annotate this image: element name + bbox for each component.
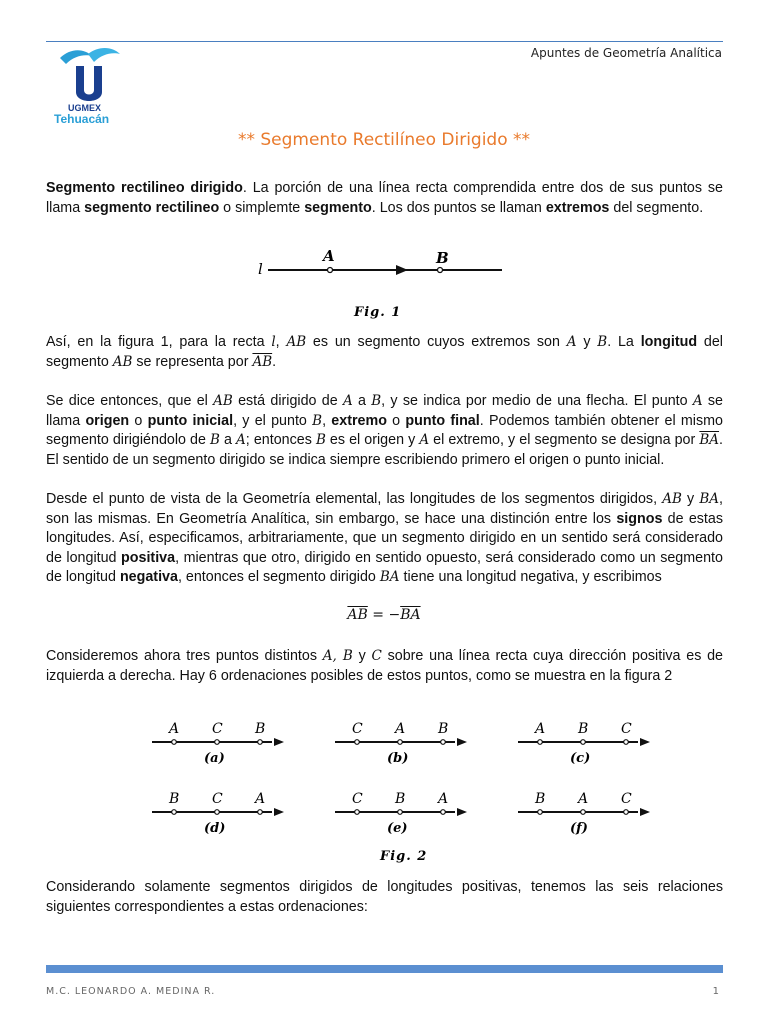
fig2-point xyxy=(355,740,360,745)
text: Consideremos ahora tres puntos distintos xyxy=(46,648,323,664)
math: A xyxy=(566,334,577,350)
text: , xyxy=(322,412,332,429)
fig2-point xyxy=(355,810,360,815)
math: BA xyxy=(699,491,720,507)
fig2-point xyxy=(624,810,629,815)
fig2-point xyxy=(172,740,177,745)
text: . La porción de una línea recta comprendida entre dos de sus puntos se llama xyxy=(46,180,723,216)
math: C xyxy=(371,648,382,664)
ugmex-logo xyxy=(54,44,126,134)
paragraph-5 xyxy=(46,647,723,686)
fig2-point xyxy=(538,740,543,745)
fig1-caption: Fig. 1 xyxy=(354,305,402,320)
math: A xyxy=(692,393,703,409)
text: , y se indica por medio de una flecha. El punto xyxy=(381,393,693,409)
fig2-panel-label: (f) xyxy=(570,821,588,836)
fig2-caption: Fig. 2 xyxy=(380,849,428,864)
paragraph-6 xyxy=(46,878,723,917)
fig1-label-a: A xyxy=(323,247,335,265)
fig2-point-label: C xyxy=(621,721,632,737)
text: Considerando solamente segmentos dirigidos de longitudes positivas, tenemos las seis relaciones siguientes correspondientes a estas ordenaciones: xyxy=(46,879,723,915)
fig2-point-label: C xyxy=(352,721,363,737)
term-extremos: extremos xyxy=(545,199,610,216)
fig2-panel xyxy=(518,791,650,836)
fig2-point xyxy=(581,740,586,745)
text: , y el punto xyxy=(233,412,313,429)
fig2-point-label: B xyxy=(578,721,589,737)
fig2-point-label: C xyxy=(621,791,632,807)
fig2-point xyxy=(258,740,263,745)
text: o simplemte xyxy=(219,199,305,216)
page-title: ** Segmento Rectilíneo Dirigido ** xyxy=(237,130,531,150)
math: AB xyxy=(213,393,233,409)
fig2-point-label: B xyxy=(535,791,546,807)
term-origen: origen xyxy=(85,412,130,429)
fig2-point xyxy=(215,740,220,745)
fig1-point-b xyxy=(438,268,443,273)
text: del segmento xyxy=(46,334,723,370)
fig2-point-label: A xyxy=(255,791,266,807)
term-segmento-dirigido: Segmento rectilineo dirigido xyxy=(46,180,243,196)
equation-operator: = − xyxy=(367,607,401,623)
fig2-panel-label: (e) xyxy=(387,821,408,836)
paragraph-1 xyxy=(46,179,723,218)
text: está dirigido de xyxy=(232,393,343,409)
text: . xyxy=(272,353,277,370)
equation xyxy=(0,607,768,623)
text: de estas longitudes. Así, especificamos, arbitrariamente, que un segmento dirigido en un sentido será considerado de longitud xyxy=(46,510,723,566)
fig2-point xyxy=(398,740,403,745)
fig2-panel xyxy=(335,721,467,766)
fig2-point xyxy=(172,810,177,815)
fig2-point-label: A xyxy=(535,721,546,737)
fig2-panel xyxy=(152,721,284,766)
fig2-point xyxy=(441,740,446,745)
text: o xyxy=(129,412,148,429)
text: . Podemos también obtener el mismo segmento dirigiéndolo de xyxy=(46,412,723,448)
fig2-arrow xyxy=(274,808,284,816)
fig1-label-b: B xyxy=(436,249,449,267)
fig1-point-a xyxy=(328,268,333,273)
fig2-panel xyxy=(335,791,467,836)
fig2-panel-label: (a) xyxy=(204,751,225,766)
paragraph-4 xyxy=(46,490,723,588)
text: a xyxy=(352,393,372,409)
text: , xyxy=(275,334,287,350)
text: sobre una línea recta cuya dirección positiva es de izquierda a derecha. Hay 6 ordenaciones posibles de estos puntos, como se muestra en la figura 2 xyxy=(46,648,724,684)
term-negativa: negativa xyxy=(119,569,178,585)
fig2-panel-label: (d) xyxy=(204,821,226,836)
math-overline: $\overline{AB}$ xyxy=(252,353,273,370)
text: y xyxy=(681,491,700,507)
fig2-point-label: B xyxy=(395,791,406,807)
fig2-point-label: C xyxy=(212,721,223,737)
text: o xyxy=(386,412,406,429)
math: B xyxy=(312,412,323,429)
fig2-panel xyxy=(152,791,284,836)
fig2-point xyxy=(538,810,543,815)
fig2-point-label: A xyxy=(578,791,589,807)
fig2-point xyxy=(258,810,263,815)
text: se representa por xyxy=(132,353,253,370)
footer-author: M.C. LEONARDO A. MEDINA R. xyxy=(46,986,216,997)
fig2-point-label: B xyxy=(438,721,449,737)
term-punto-final: punto final xyxy=(405,412,480,429)
text: a xyxy=(219,432,237,448)
text: tiene una longitud negativa, y escribimos xyxy=(399,569,662,585)
math: AB xyxy=(286,334,307,350)
fig2-point-label: B xyxy=(255,721,266,737)
math: B xyxy=(210,432,220,448)
logo-text-ugmex: UGMEX xyxy=(68,103,102,113)
math: l xyxy=(271,334,276,350)
text: y xyxy=(352,648,372,664)
text: Desde el punto de vista de la Geometría elemental, las longitudes de los segmentos dirigidos, xyxy=(46,491,663,507)
fig2-point xyxy=(624,740,629,745)
math: BA xyxy=(379,569,400,585)
fig2-point-label: A xyxy=(169,721,180,737)
fig1-arrow xyxy=(396,265,408,275)
header-rule xyxy=(46,41,723,42)
math: AB xyxy=(662,491,682,507)
text: y xyxy=(576,334,598,350)
fig2-arrow xyxy=(640,738,650,746)
math: AB xyxy=(112,353,133,370)
fig2-point-label: C xyxy=(212,791,223,807)
term-signos: signos xyxy=(616,510,663,527)
math: A xyxy=(342,393,353,409)
math: A xyxy=(236,432,246,448)
term-longitud: longitud xyxy=(640,334,698,350)
paragraph-3 xyxy=(46,392,723,470)
equation-rhs: $\overline{BA}$ xyxy=(400,607,421,623)
text: . La xyxy=(607,334,641,350)
text: , son las mismas. En Geometría Analítica, sin embargo, se hace una distinción entre los xyxy=(46,491,723,527)
math: B xyxy=(371,393,382,409)
fig2-panel-label: (b) xyxy=(387,751,409,766)
term-punto-inicial: punto inicial xyxy=(147,412,234,429)
header-course-title: Apuntes de Geometría Analítica xyxy=(530,46,722,60)
text: . El sentido de un segmento dirigido se indica siempre escribiendo primero el origen o punto inicial. xyxy=(46,432,723,468)
math: B xyxy=(315,432,326,448)
fig2-arrow xyxy=(457,808,467,816)
term-positiva: positiva xyxy=(121,549,176,566)
text: es el origen y xyxy=(325,432,420,448)
figure-1 xyxy=(250,246,510,322)
fig2-point xyxy=(441,810,446,815)
fig2-point xyxy=(398,810,403,815)
math: A, B xyxy=(322,648,353,664)
fig2-panel xyxy=(518,721,650,766)
fig2-point-label: A xyxy=(438,791,449,807)
math: B xyxy=(597,334,608,350)
term-segmento-rectilineo: segmento rectilineo xyxy=(84,199,220,216)
fig2-arrow xyxy=(457,738,467,746)
text: , entonces el segmento dirigido xyxy=(177,569,380,585)
text: el extremo, y el segmento se designa por xyxy=(429,432,700,448)
page-number: 1 xyxy=(712,986,719,997)
footer-bar xyxy=(46,965,723,973)
fig2-point xyxy=(581,810,586,815)
math: A xyxy=(419,432,430,448)
text: Se dice entonces, que el xyxy=(46,393,214,409)
text: ; entonces xyxy=(245,432,316,448)
math-overline: $\overline{BA}$ xyxy=(699,432,720,448)
equation-lhs: $\overline{AB}$ xyxy=(347,607,368,623)
term-segmento: segmento xyxy=(304,199,372,216)
fig2-point-label: C xyxy=(352,791,363,807)
fig2-point xyxy=(215,810,220,815)
fig2-arrow xyxy=(274,738,284,746)
fig1-line-label: l xyxy=(258,260,263,278)
fig2-panel-label: (c) xyxy=(570,751,591,766)
text: , mientras que otro, dirigido en sentido opuesto, será considerado como un segmento de longitud xyxy=(46,549,723,585)
fig2-point-label: A xyxy=(395,721,406,737)
text: Así, en la figura 1, para la recta xyxy=(46,334,272,350)
figure-2 xyxy=(140,712,670,872)
text: del segmento. xyxy=(609,199,704,216)
term-extremo: extremo xyxy=(331,412,387,429)
logo-text-tehuacan: Tehuacán xyxy=(54,112,110,126)
text: . Los dos puntos se llaman xyxy=(371,199,546,216)
fig2-point-label: B xyxy=(169,791,180,807)
text: se llama xyxy=(46,393,723,429)
paragraph-2 xyxy=(46,333,723,372)
fig2-arrow xyxy=(640,808,650,816)
text: es un segmento cuyos extremos son xyxy=(306,334,567,350)
